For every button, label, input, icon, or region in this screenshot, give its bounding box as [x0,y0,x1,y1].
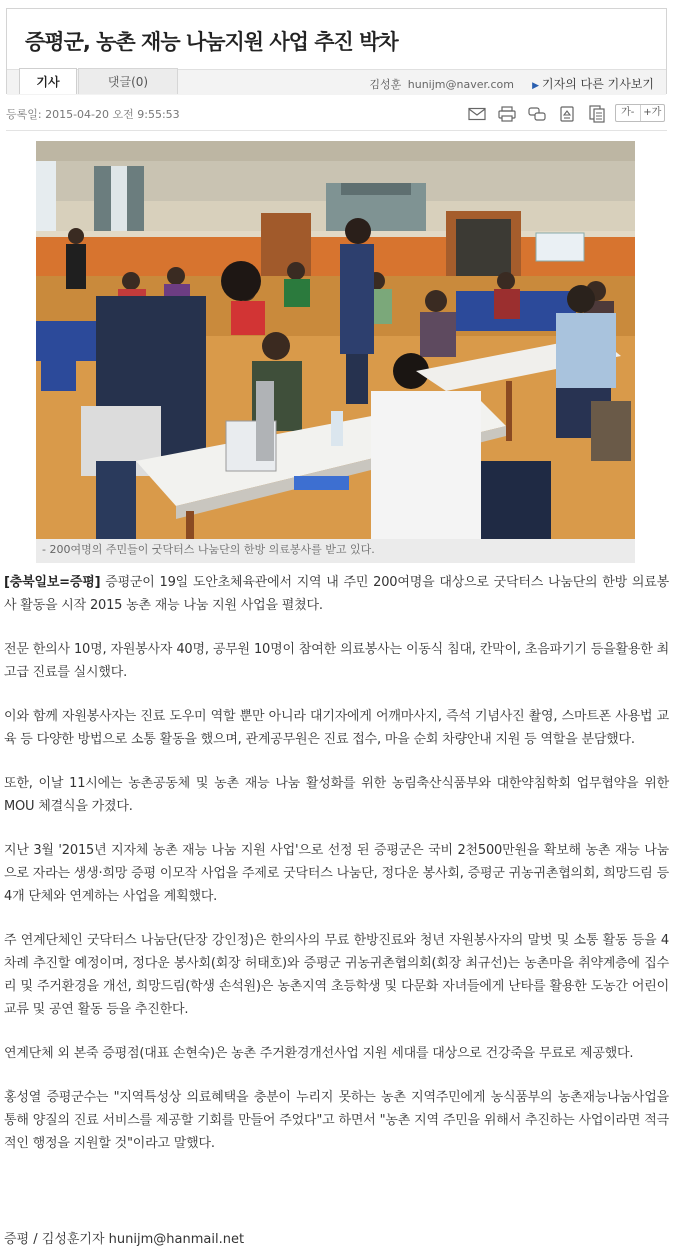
font-size-control [615,104,665,122]
tab-article[interactable]: 기사 [19,68,77,94]
email-icon[interactable] [467,104,487,124]
tab-comments[interactable]: 댓글(0) [78,68,178,94]
author-email[interactable]: hunijm@naver.com [407,78,514,91]
article-byline: 증평 / 김성훈기자 hunijm@hanmail.net [4,1232,245,1247]
paragraph: 또한, 이날 11시에는 농촌공동체 및 농촌 재능 나눔 활성화를 위한 농림축산식품부와 대한약침학회 업무협약을 위한 MOU 체결식을 가졌다. [4,776,669,814]
scrap-icon[interactable] [557,104,577,124]
article-photo [36,141,635,539]
article-body [4,571,669,1176]
paragraph: 홍성열 증평군수는 "지역특성상 의료혜택을 충분이 누리지 못하는 농촌 지역주민에게 농식품부의 농촌재능나눔사업을 통해 양질의 진료 서비스를 제공할 기회를 만들어 주었다"고 하면서 "농촌 지역 주민을 위해서 추진하는 사업이라면 적극적인 행정을 지원할 것"이라고 말했다. [4,1090,669,1151]
author-info [369,76,514,92]
font-decrease-button[interactable]: 가- [621,107,635,118]
paragraph-lead-text: 증평군이 19일 도안초체육관에서 지역 내 주민 200여명을 대상으로 굿닥터스 나눔단의 한방 의료봉사 활동을 시작 2015 농촌 재능 나눔 지원 사업을 펼쳤다. [4,575,669,613]
more-articles-label: 기자의 다른 기사보기 [542,77,654,91]
font-increase-button[interactable]: +가 [640,105,665,121]
article-toolbar [467,104,667,124]
more-articles-link[interactable] [532,75,654,92]
paragraph-lead [4,571,669,617]
paragraph: 지난 3월 '2015년 지자체 농촌 재능 나눔 지원 사업'으로 선정 된 증평군은 국비 2천500만원을 확보해 농촌 재능 나눔으로 자라는 생생·희망 증평 이모작 사업을 주제로 굿닥터스 나눔단, 정다운 봉사회, 증평군 귀농귀촌협의회, 희망드림 등 4개 단체와 연계하는 사업을 계획했다. [4,843,669,904]
share-icon[interactable] [527,104,547,124]
registered-date: 등록일: 2015-04-20 오전 9:55:53 [6,108,180,121]
article-title: 증평군, 농촌 재능 나눔지원 사업 추진 박차 [25,30,398,54]
photo-caption: - 200여명의 주민들이 굿닥터스 나눔단의 한방 의료봉사를 받고 있다. [36,539,635,563]
copy-icon[interactable] [587,104,607,124]
article-header [6,8,667,94]
paragraph: 주 연계단체인 굿닥터스 나눔단(단장 강인정)은 한의사의 무료 한방진료와 청년 자원봉사자의 말벗 및 소통 활동 등을 4차례 추진할 예정이며, 정다운 봉사회(회장 허태호)와 증평군 귀농귀촌협의회(회장 최규선)는 농촌마을 취약계층에 집수리 및 주거환경을 개선, 희망드림(학생 손석원)은 농촌지역 초등학생 및 다문화 자녀들에게 난타를 활용한 도농간 어린이 교류 및 공연 활동 등을 추진한다. [4,933,669,1017]
article-source: [충북일보=증평] [4,575,101,590]
paragraph: 전문 한의사 10명, 자원봉사자 40명, 공무원 10명이 참여한 의료봉사는 이동식 침대, 칸막이, 초음파기기 등을활용한 최고급 진료를 실시했다. [4,642,669,680]
paragraph: 이와 함께 자원봉사자는 진료 도우미 역할 뿐만 아니라 대기자에게 어깨마사지, 즉석 기념사진 촬영, 스마트폰 사용법 교육 등 다양한 방법으로 소통 활동을 했으며, 관계공무원은 진료 접수, 마을 순회 차량안내 지원 등 역할을 분담했다. [4,709,669,747]
author-name: 김성훈 [369,78,402,91]
triangle-right-icon: ▶ [532,81,540,91]
paragraph: 연계단체 외 본죽 증평점(대표 손현숙)은 농촌 주거환경개선사업 지원 세대를 대상으로 건강죽을 무료로 제공했다. [4,1046,634,1061]
header-divider [6,130,667,131]
article-tabbar [7,69,666,95]
print-icon[interactable] [497,104,517,124]
